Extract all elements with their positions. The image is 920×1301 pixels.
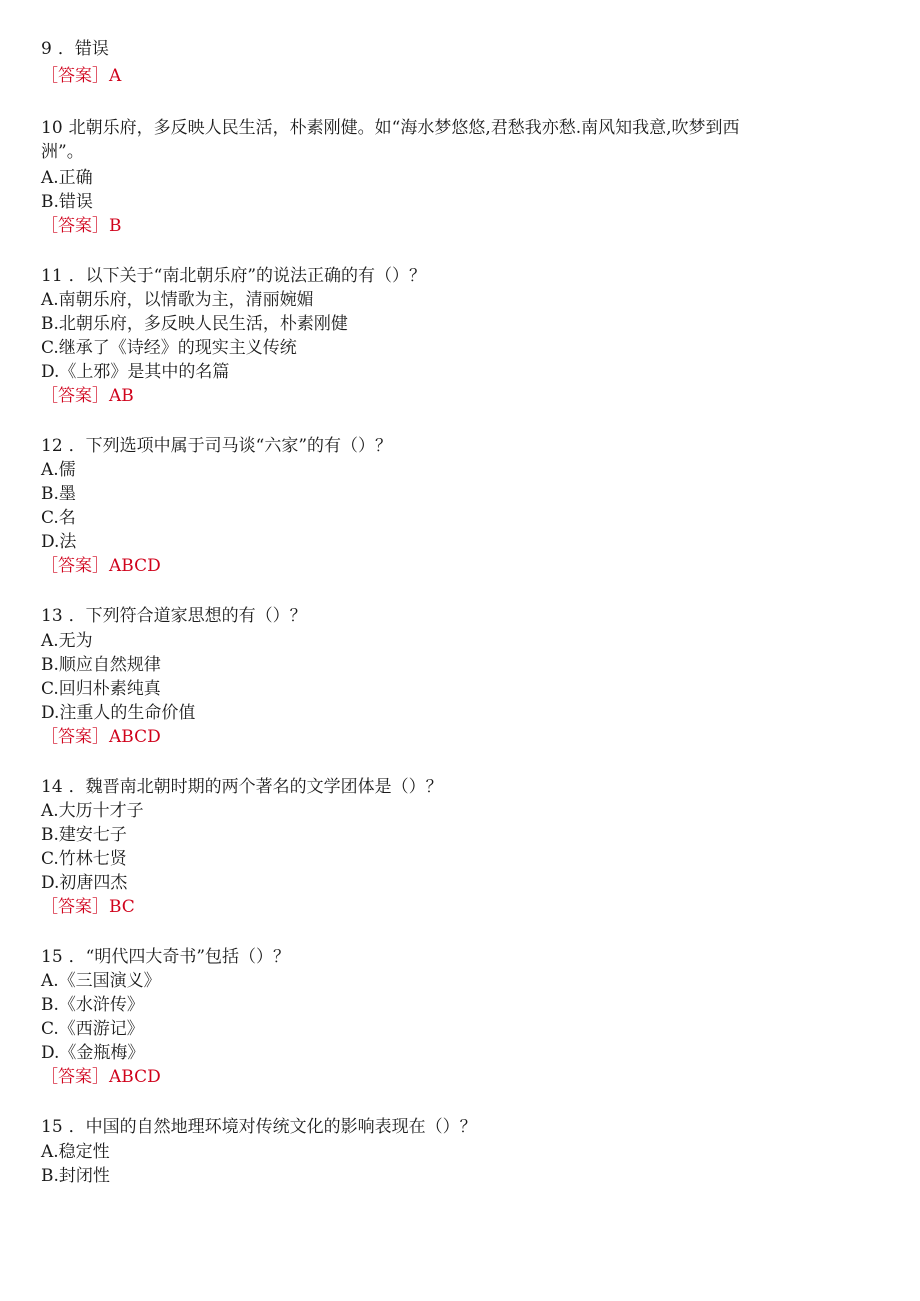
option: C.继承了《诗经》的现实主义传统 <box>41 338 297 358</box>
question-number: 15 <box>41 1117 63 1137</box>
option: C.名 <box>41 508 76 528</box>
question-9 <box>41 37 109 61</box>
question-text: ．以下关于“南北朝乐府”的说法正确的有（）？ <box>68 266 427 286</box>
question-number: 13 <box>41 606 63 626</box>
question-number: 11 <box>41 266 63 286</box>
option: D.《金瓶梅》 <box>41 1043 145 1063</box>
answer-13: ［答案］ABCD <box>41 727 161 747</box>
question-12 <box>41 434 392 458</box>
answer-10: ［答案］B <box>41 216 122 236</box>
option: B.错误 <box>41 192 93 212</box>
question-number: 9 <box>41 39 52 59</box>
answer-14: ［答案］BC <box>41 897 135 917</box>
option: A.稳定性 <box>41 1142 110 1162</box>
answer-11: ［答案］AB <box>41 386 134 406</box>
option: D.《上邪》是其中的名篇 <box>41 362 230 382</box>
question-14 <box>41 775 443 799</box>
option: D.法 <box>41 532 77 552</box>
option: A.《三国演义》 <box>41 971 161 991</box>
option: A.无为 <box>41 631 93 651</box>
option: C.回归朴素纯真 <box>41 679 161 699</box>
question-text: ．“明代四大奇书”包括（）？ <box>68 947 291 967</box>
option: A.儒 <box>41 460 76 480</box>
question-10 <box>41 116 740 140</box>
option: C.《西游记》 <box>41 1019 144 1039</box>
question-15 <box>41 945 290 969</box>
option: A.南朝乐府，以情歌为主，清丽婉媚 <box>41 290 314 310</box>
question-11 <box>41 264 426 288</box>
option: B.北朝乐府，多反映人民生活，朴素刚健 <box>41 314 348 334</box>
question-13 <box>41 604 307 628</box>
option: C.竹林七贤 <box>41 849 127 869</box>
answer-9: ［答案］A <box>41 66 122 86</box>
option: A.大历十才子 <box>41 801 144 821</box>
option: D.初唐四杰 <box>41 873 128 893</box>
option: D.注重人的生命价值 <box>41 703 196 723</box>
question-text: 北朝乐府，多反映人民生活，朴素刚健。如“海水梦悠悠,君愁我亦愁.南风知我意,吹梦到西 <box>68 118 740 138</box>
question-number: 15 <box>41 947 63 967</box>
option: B.《水浒传》 <box>41 995 144 1015</box>
question-text: ．下列符合道家思想的有（）？ <box>68 606 307 626</box>
question-10-continued: 洲”。 <box>41 142 84 162</box>
option: B.封闭性 <box>41 1166 110 1186</box>
option: B.建安七子 <box>41 825 127 845</box>
option: B.墨 <box>41 484 76 504</box>
question-text: ．错误 <box>57 39 109 59</box>
question-number: 14 <box>41 777 63 797</box>
question-number: 12 <box>41 436 63 456</box>
question-text: ．魏晋南北朝时期的两个著名的文学团体是（）？ <box>68 777 443 797</box>
question-15b <box>41 1115 477 1139</box>
question-text: ．中国的自然地理环境对传统文化的影响表现在（）？ <box>68 1117 477 1137</box>
question-number: 10 <box>41 118 63 138</box>
answer-12: ［答案］ABCD <box>41 556 161 576</box>
option: B.顺应自然规律 <box>41 655 161 675</box>
option: A.正确 <box>41 168 93 188</box>
answer-15: ［答案］ABCD <box>41 1067 161 1087</box>
question-text: ．下列选项中属于司马谈“六家”的有（）？ <box>68 436 393 456</box>
